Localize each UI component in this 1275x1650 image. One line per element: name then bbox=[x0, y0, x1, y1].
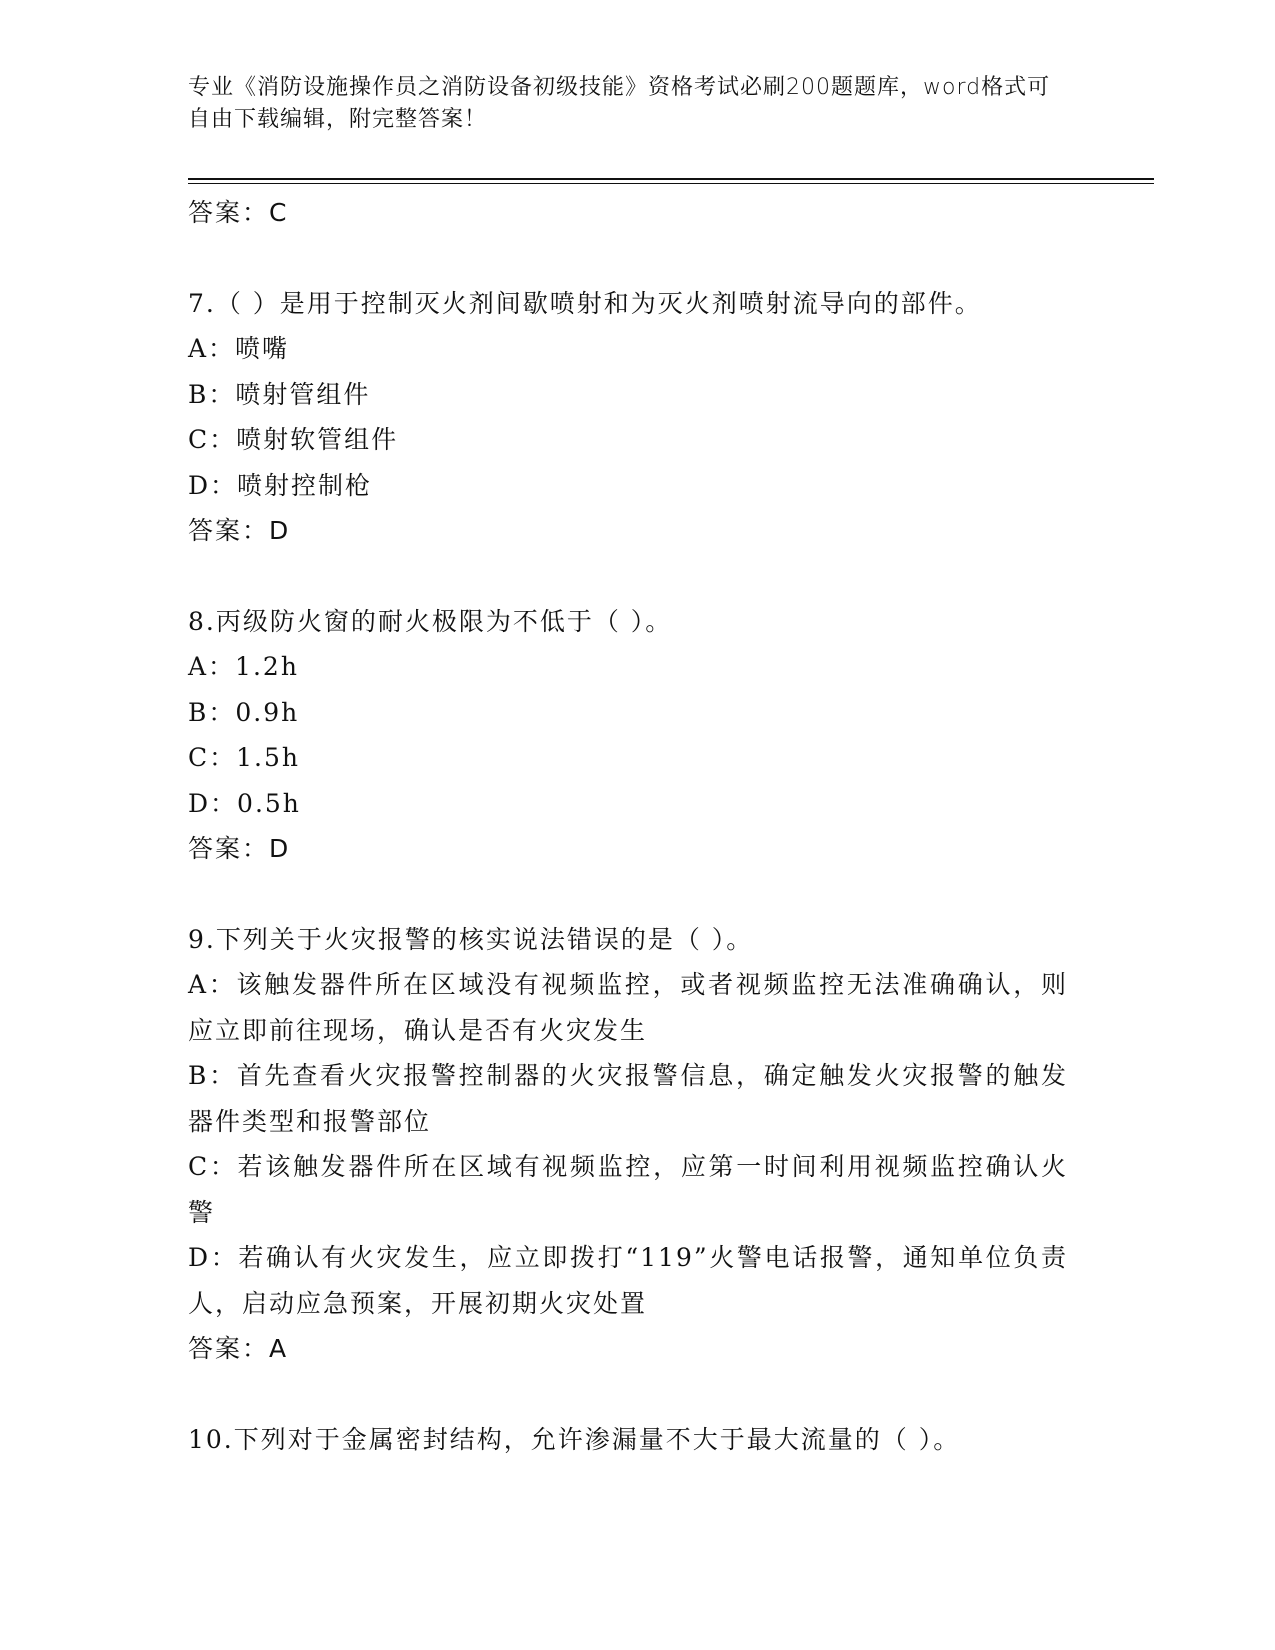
option-d: D：喷射控制枪 bbox=[188, 470, 373, 500]
question-stem: 7.（ ）是用于控制灭火剂间歇喷射和为灭火剂喷射流导向的部件。 bbox=[188, 288, 982, 318]
question-stem: 8.丙级防火窗的耐火极限为不低于（ ）。 bbox=[188, 606, 673, 636]
question-7 bbox=[188, 281, 1088, 554]
answer-line: 答案：A bbox=[188, 1334, 289, 1363]
option-a: A：1.2h bbox=[188, 652, 299, 681]
page-header bbox=[188, 72, 1068, 136]
header-divider-thin bbox=[188, 183, 1154, 184]
question-10 bbox=[188, 1417, 1088, 1463]
header-title: 专业《消防设施操作员之消防设备初级技能》资格考试必刷200题题库，word格式可自由下载编辑，附完整答案！ bbox=[188, 75, 1051, 132]
header-divider-thick bbox=[188, 178, 1154, 180]
question-8 bbox=[188, 599, 1088, 872]
option-a: A：喷嘴 bbox=[188, 334, 290, 363]
question-stem: 9.下列关于火灾报警的核实说法错误的是（ ）。 bbox=[188, 924, 754, 954]
option-c: C：喷射软管组件 bbox=[188, 425, 399, 454]
question-list bbox=[188, 190, 1088, 1462]
option-a: A：该触发器件所在区域没有视频监控，或者视频监控无法准确确认，则应立即前往现场，确认是否有火灾发生 bbox=[188, 970, 1068, 1045]
question-9 bbox=[188, 917, 1088, 1372]
answer-line: 答案：C bbox=[188, 198, 289, 227]
answer-line: 答案：D bbox=[188, 834, 291, 863]
question-stem: 10.下列对于金属密封结构，允许渗漏量不大于最大流量的（ ）。 bbox=[188, 1424, 961, 1454]
answer-line: 答案：D bbox=[188, 516, 291, 545]
option-b: B：喷射管组件 bbox=[188, 379, 371, 409]
option-c: C：若该触发器件所在区域有视频监控，应第一时间利用视频监控确认火警 bbox=[188, 1152, 1068, 1227]
option-d: D：0.5h bbox=[188, 788, 301, 818]
option-b: B：首先查看火灾报警控制器的火灾报警信息，确定触发火灾报警的触发器件类型和报警部位 bbox=[188, 1061, 1068, 1136]
option-d: D：若确认有火灾发生，应立即拨打“119”火警电话报警，通知单位负责人，启动应急预案，开展初期火灾处置 bbox=[188, 1243, 1068, 1318]
option-b: B：0.9h bbox=[188, 697, 300, 727]
option-c: C：1.5h bbox=[188, 743, 300, 772]
